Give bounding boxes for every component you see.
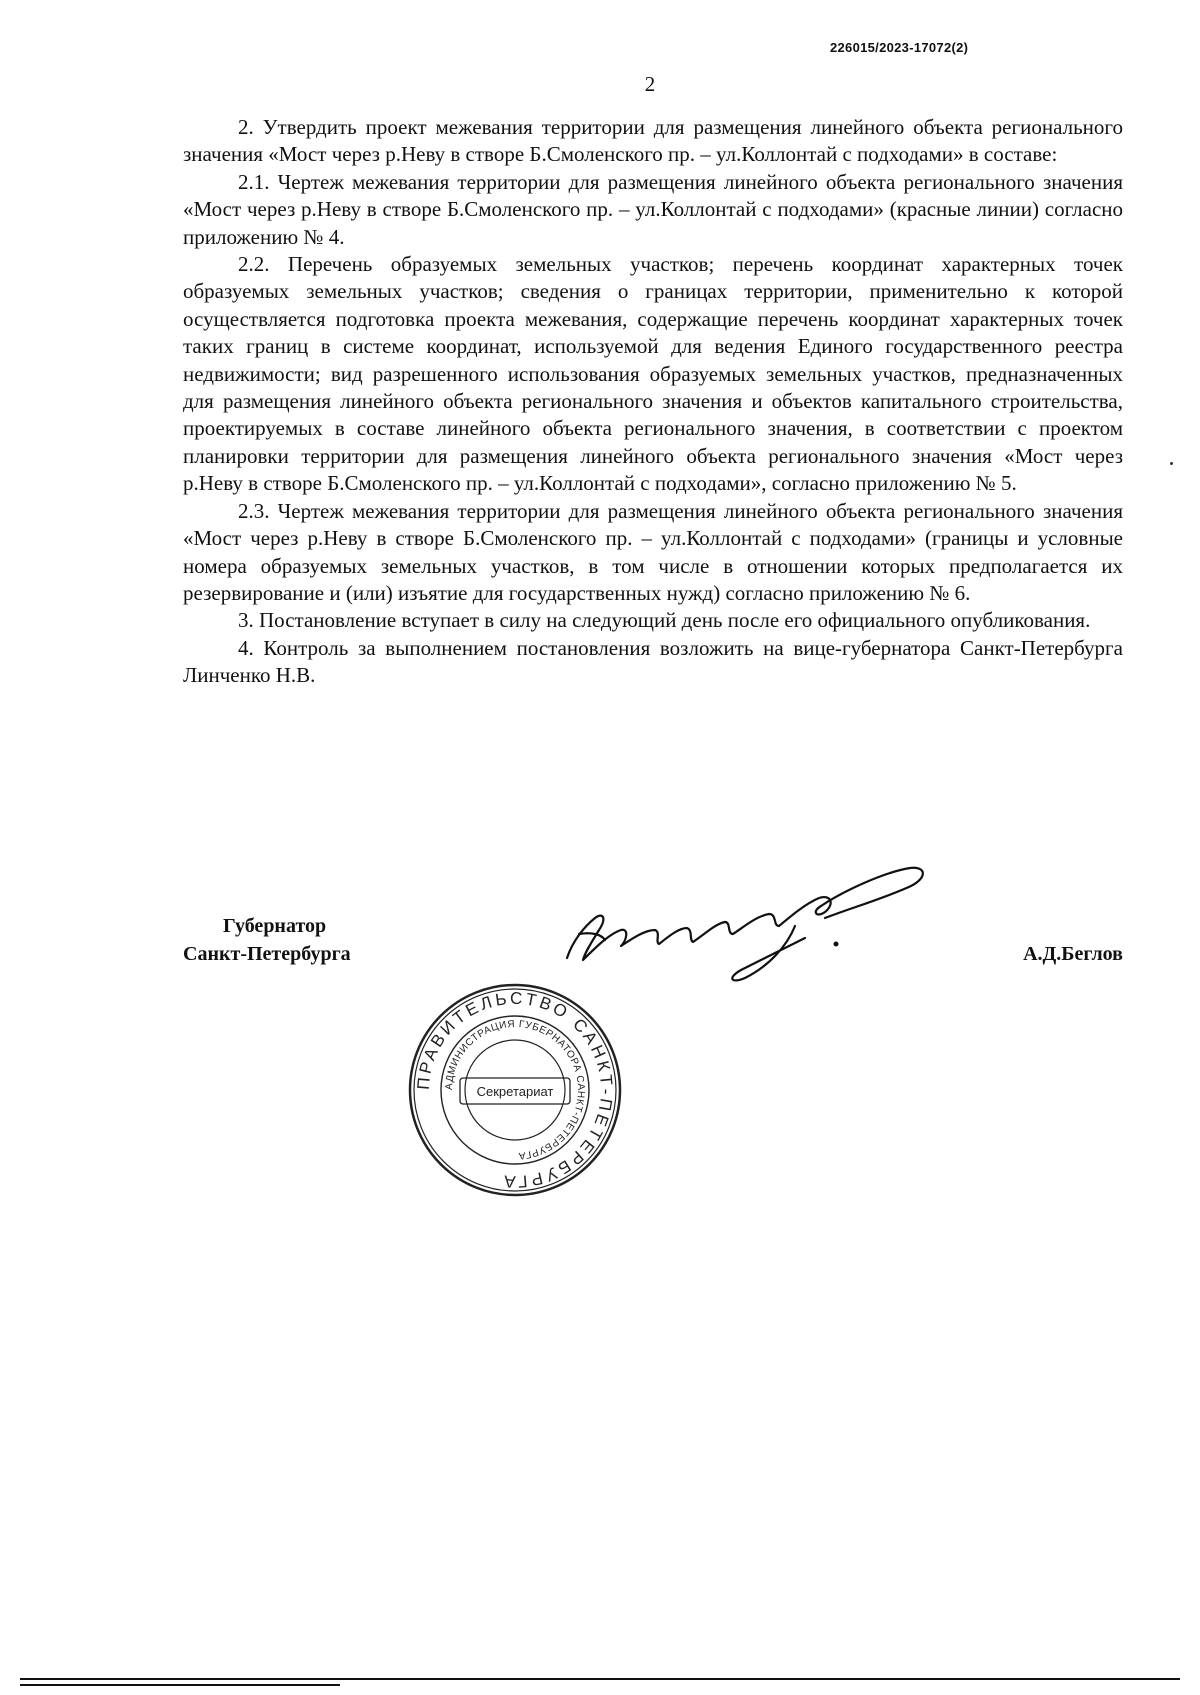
document-body	[183, 114, 1123, 690]
scan-artifact-dot	[1170, 462, 1173, 465]
paragraph-2-3: 2.3. Чертеж межевания территории для размещения линейного объекта регионального значения «Мост через р.Неву в створе Б.Смоленского пр. – ул.Коллонтай с подходами» (границы и условные номера образуемых земельных участков, в том числе в отношении которых предполагается их резервирование и (или) изъятие для государственных нужд) согласно приложению № 6.	[183, 498, 1123, 605]
paragraph-2-2: 2.2. Перечень образуемых земельных участков; перечень координат характерных точек образуемых земельных участков; сведения о границах территории, применительно к которой осуществляется подготовка проекта межевания, содержащие перечень координат характерных точек таких границ в системе координат, используемой для ведения Единого государственного реестра недвижимости; вид разрешенного использования образуемых земельных участков, предназначенных для размещения линейного объекта регионального значения и объектов капитального строительства, проектируемых в составе линейного объекта регионального значения, в соответствии с проектом планировки территории для размещения линейного объекта регионального значения «Мост через р.Неву в створе Б.Смоленского пр. – ул.Коллонтай с подходами», согласно приложению № 5.	[183, 252, 1123, 496]
official-seal-stamp	[405, 980, 625, 1200]
paragraph-4: 4. Контроль за выполнением постановления возложить на вице-губернатора Санкт-Петербурга Линченко Н.В.	[183, 635, 1123, 688]
paragraph-3: 3. Постановление вступает в силу на следующий день после его официального опубликования.	[238, 608, 1091, 633]
paragraph-2: 2. Утвердить проект межевания территории для размещения линейного объекта регионального значения «Мост через р.Неву в створе Б.Смоленского пр. – ул.Коллонтай с подходами» в составе:	[183, 115, 1123, 167]
handwritten-signature	[555, 860, 945, 990]
page-bottom-rule	[0, 1675, 1200, 1695]
signatory-name: А.Д.Беглов	[1023, 943, 1123, 965]
stamp-outer-text: ПРАВИТЕЛЬСТВО САНКТ-ПЕТЕРБУРГА	[413, 988, 617, 1192]
stamp-center-text: Секретариат	[476, 1084, 554, 1099]
page-number: 2	[644, 72, 656, 96]
signatory-title-line1: Губернатор	[223, 915, 327, 937]
stamp-inner-text: АДМИНИСТРАЦИЯ ГУБЕРНАТОРА САНКТ-ПЕТЕРБУРГА	[443, 1018, 587, 1161]
signatory-title-line2: Санкт-Петербурга	[183, 943, 351, 965]
document-registration-number: 226015/2023-17072(2)	[830, 40, 969, 55]
paragraph-2-1: 2.1. Чертеж межевания территории для размещения линейного объекта регионального значения «Мост через р.Неву в створе Б.Смоленского пр. – ул.Коллонтай с подходами» (красные линии) согласно приложению № 4.	[183, 169, 1123, 249]
